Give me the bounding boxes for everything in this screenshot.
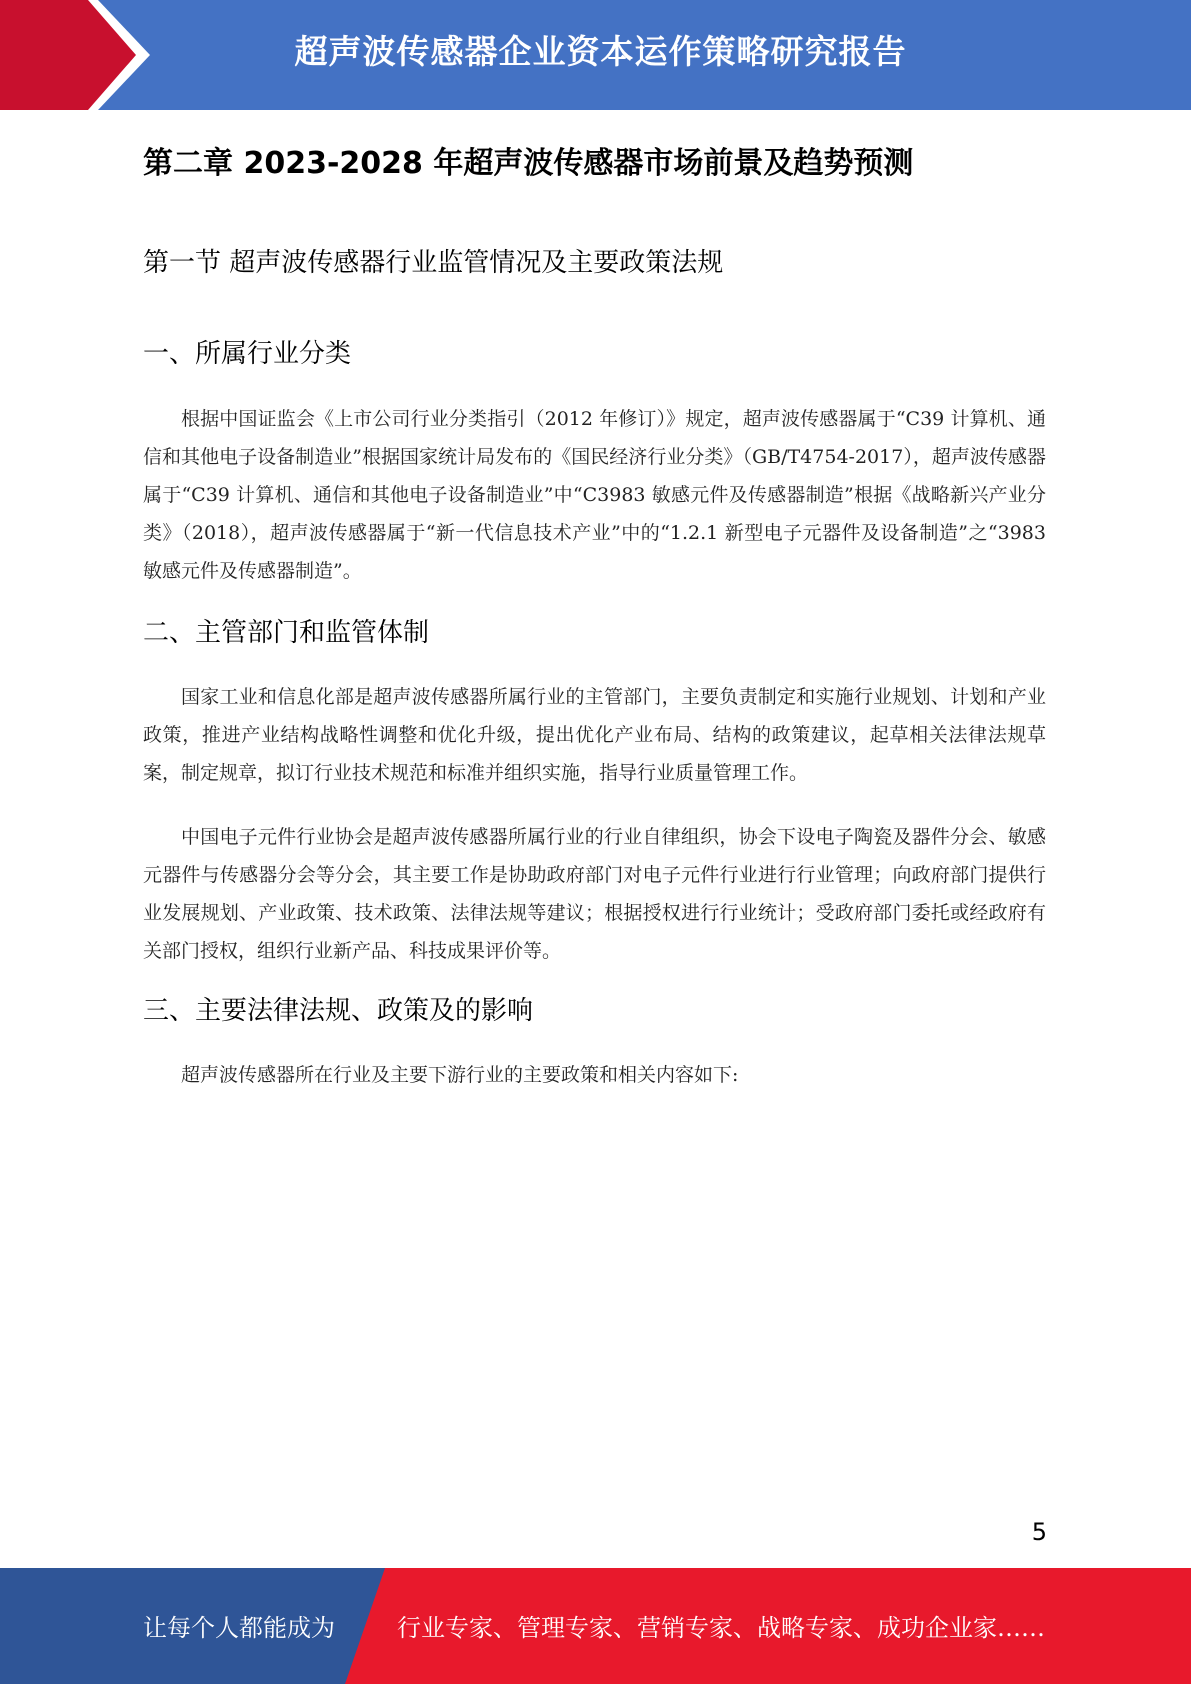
page-footer	[0, 1568, 1191, 1684]
heading-regulatory-authority: 二、主管部门和监管体制	[143, 618, 430, 648]
section-title: 第一节 超声波传感器行业监管情况及主要政策法规	[143, 248, 724, 278]
page-header	[0, 0, 1191, 110]
chapter-title: 第二章 2023-2028 年超声波传感器市场前景及趋势预测	[143, 146, 914, 181]
footer-slogan-right: 行业专家、管理专家、营销专家、战略专家、成功企业家……	[397, 1614, 1045, 1642]
footer-slogan-left: 让每个人都能成为	[143, 1614, 335, 1642]
page-number: 5	[1031, 1518, 1047, 1546]
paragraph-ministry: 国家工业和信息化部是超声波传感器所属行业的主管部门，主要负责制定和实施行业规划、计划和产业政策，推进产业结构战略性调整和优化升级，提出优化产业布局、结构的政策建议，起草相关法律法规草案，制定规章，拟订行业技术规范和标准并组织实施，指导行业质量管理工作。	[143, 686, 1046, 784]
paragraph-policies-intro: 超声波传感器所在行业及主要下游行业的主要政策和相关内容如下:	[181, 1064, 739, 1086]
paragraph-industry-classification: 根据中国证监会《上市公司行业分类指引（2012 年修订）》规定，超声波传感器属于“C39 计算机、通信和其他电子设备制造业”根据国家统计局发布的《国民经济行业分类》（GB/T4754-2017），超声波传感器属于“C39 计算机、通信和其他电子设备制造业”中“C3983 敏感元件及传感器制造”根据《战略新兴产业分类》（2018），超声波传感器属于“新一代信息技术产业”中的“1.2.1 新型电子元器件及设备制造”之“3983 敏感元件及传感器制造”。	[143, 408, 1046, 582]
report-title: 超声波传感器企业资本运作策略研究报告	[294, 32, 907, 71]
heading-industry-classification: 一、所属行业分类	[143, 339, 352, 369]
paragraph-association: 中国电子元件行业协会是超声波传感器所属行业的行业自律组织，协会下设电子陶瓷及器件分会、敏感元器件与传感器分会等分会，其主要工作是协助政府部门对电子元件行业进行行业管理；向政府部门提供行业发展规划、产业政策、技术政策、法律法规等建议；根据授权进行行业统计；受政府部门委托或经政府有关部门授权，组织行业新产品、科技成果评价等。	[143, 826, 1046, 962]
heading-laws-policies: 三、主要法律法规、政策及的影响	[143, 996, 534, 1026]
